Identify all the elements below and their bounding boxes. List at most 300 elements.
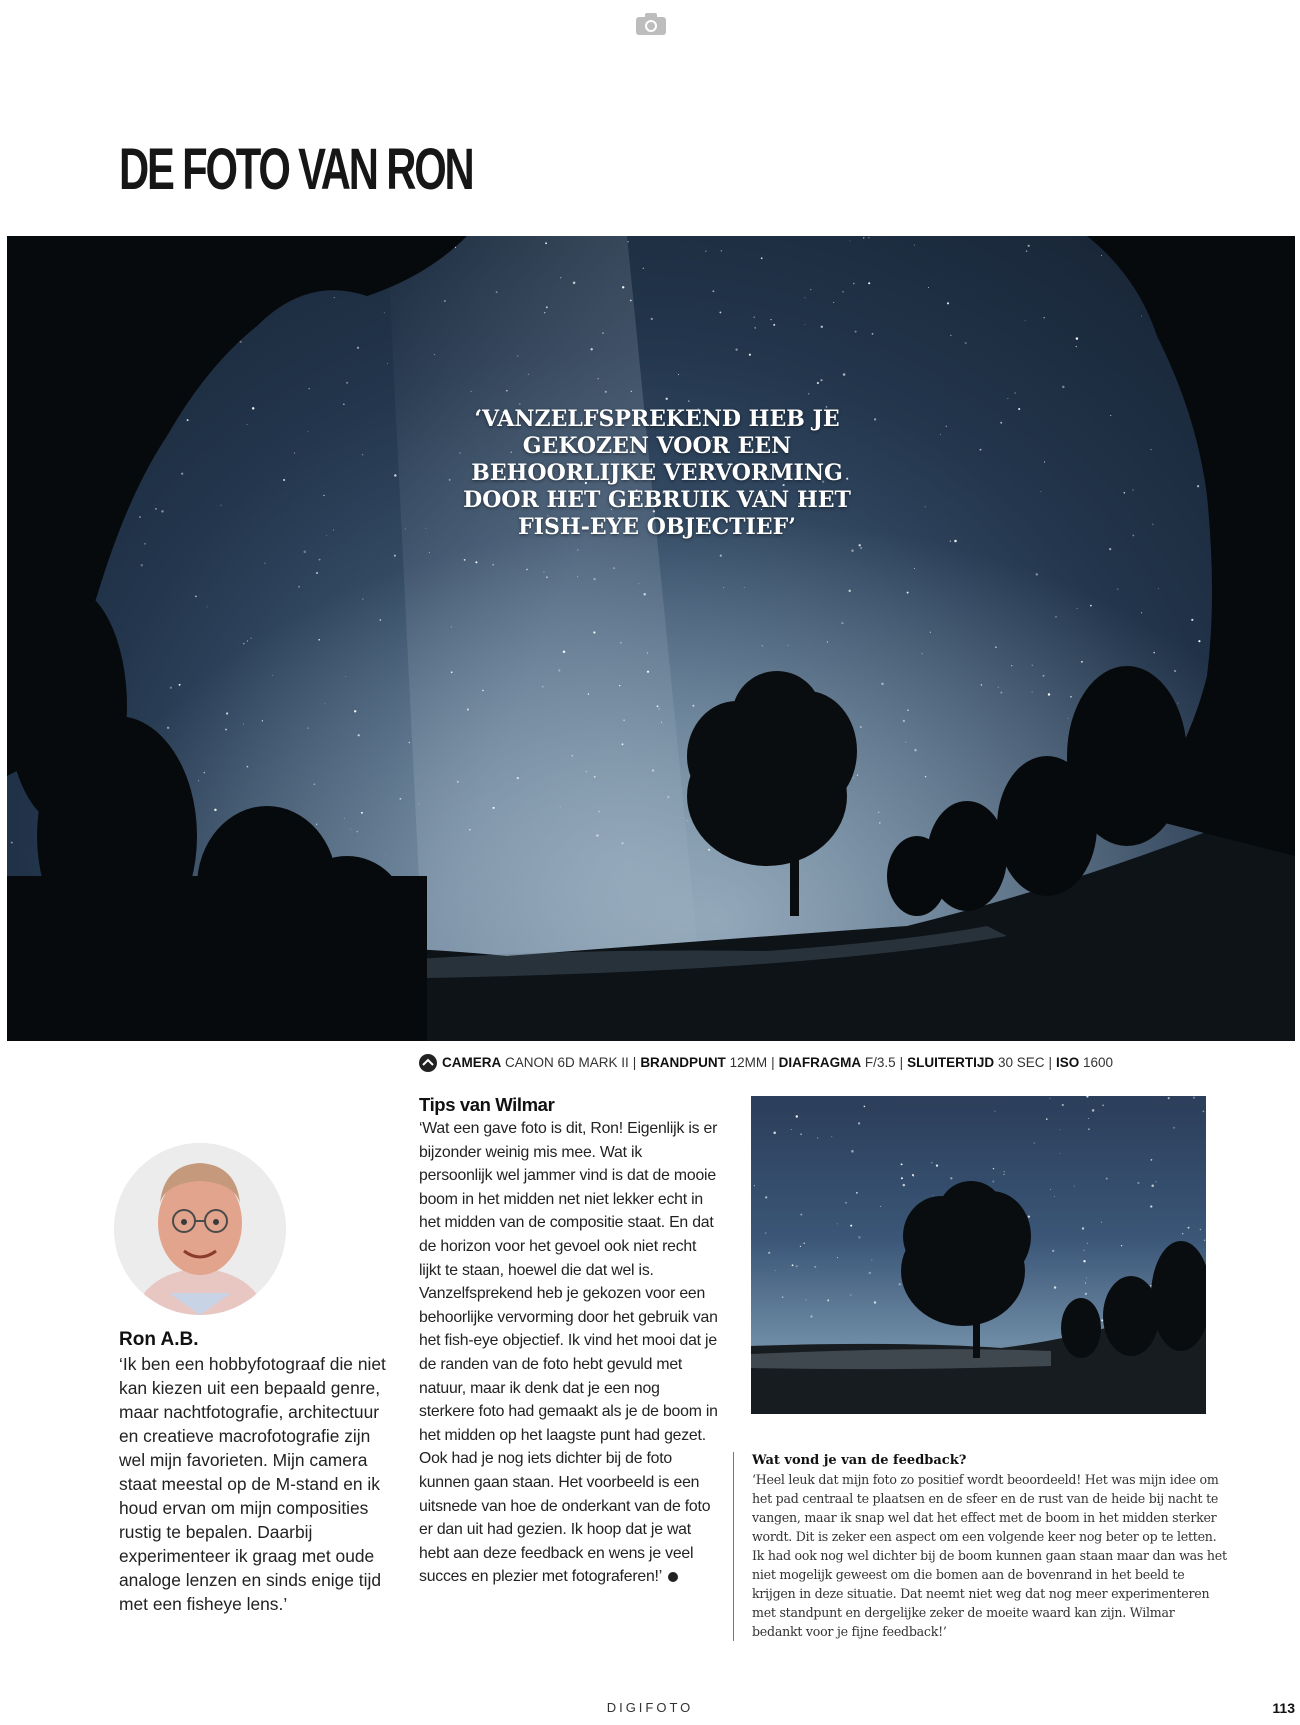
star [720, 555, 722, 557]
star [619, 685, 620, 686]
star [1028, 245, 1030, 247]
star [1081, 661, 1083, 663]
star [141, 564, 143, 566]
star [179, 684, 181, 686]
star [853, 283, 855, 285]
star [871, 1259, 872, 1260]
star [170, 687, 172, 689]
star [1193, 1097, 1195, 1099]
star [586, 771, 588, 773]
end-mark-icon [668, 1572, 678, 1582]
star [613, 567, 615, 569]
star [250, 638, 251, 639]
star [638, 583, 639, 584]
star [475, 561, 477, 563]
star [1004, 1171, 1005, 1172]
star [1101, 1222, 1102, 1223]
star [791, 1129, 792, 1130]
star [602, 332, 604, 334]
star [591, 348, 593, 350]
star [946, 426, 947, 427]
star [361, 812, 363, 814]
tips-title: Tips van Wilmar [419, 1094, 555, 1115]
feedback-body: ‘Heel leuk dat mijn foto zo positief wordt beoordeeld! Het was mijn idee om het pad centraal te plaatsen en de sfeer en de rust van de heide bij nacht te vangen, maar ik snap wel dat het effect met de boom in het midden sterker wordt. Dit is zeker een aspect om een volgende keer nog beter op te letten. Ik had ook nog wel dichter bij de boom kunnen gaan staan maar dan was het niet mogelijk geweest om die bomen aan de bovenrand in het beeld te krijgen in deze situatie. Dat neemt niet weg dat nog meer experimenteren met standpunt en dergelijke zeker de moeite waard kan zijn. Wilmar bedankt voor je fijne feedback!’ [752, 1472, 1227, 1639]
star [1040, 491, 1041, 492]
star [1174, 670, 1176, 672]
star [1168, 1097, 1170, 1099]
star [631, 391, 633, 393]
star [1155, 1181, 1156, 1182]
star [810, 1315, 812, 1317]
star [1088, 1118, 1089, 1119]
star [925, 776, 926, 777]
star [1110, 415, 1111, 416]
star [167, 727, 169, 729]
star [880, 1206, 881, 1207]
star [775, 1270, 776, 1271]
star [749, 354, 751, 356]
star [842, 291, 844, 293]
star [864, 1106, 866, 1108]
star [808, 393, 810, 395]
star [464, 559, 466, 561]
star [262, 720, 263, 721]
star [1082, 1227, 1084, 1229]
camera-circle-icon [419, 1054, 437, 1072]
star [1076, 346, 1077, 347]
star [1141, 612, 1142, 613]
star [1062, 1104, 1064, 1106]
star [933, 1195, 934, 1196]
exif-focal-label: BRANDPUNT [640, 1055, 726, 1070]
star [992, 1180, 994, 1182]
star [571, 755, 573, 757]
star [800, 1246, 801, 1247]
star [451, 626, 452, 627]
star [1124, 492, 1126, 494]
page-number: 113 [1272, 1700, 1295, 1716]
star [1101, 1319, 1103, 1321]
star [357, 347, 359, 349]
star [765, 1196, 767, 1198]
star [623, 719, 624, 720]
star [848, 590, 850, 592]
star [820, 379, 822, 381]
star [519, 403, 521, 405]
star [144, 543, 146, 545]
star [1086, 1096, 1088, 1098]
star [356, 831, 358, 833]
star [878, 812, 879, 813]
star [903, 1184, 905, 1186]
star [384, 312, 385, 313]
star [922, 653, 923, 654]
star [1102, 1104, 1104, 1106]
star [950, 1177, 952, 1179]
star [853, 777, 854, 778]
star [995, 646, 997, 648]
star [544, 312, 545, 313]
star [837, 1257, 838, 1258]
star [577, 576, 578, 577]
star [1092, 1109, 1095, 1112]
star [1043, 317, 1044, 318]
star [399, 798, 401, 800]
star [821, 326, 823, 328]
camera-icon [635, 12, 667, 36]
star [863, 237, 865, 239]
star [429, 552, 430, 553]
star [316, 572, 318, 574]
star [868, 237, 869, 238]
star [323, 495, 324, 496]
star [386, 855, 387, 856]
star [657, 705, 659, 707]
star [950, 335, 951, 336]
photographer-name: Ron A.B. [119, 1329, 199, 1350]
star [872, 333, 874, 335]
star [1141, 316, 1142, 317]
star [1011, 665, 1012, 666]
star [560, 277, 561, 278]
star [362, 598, 363, 599]
photographer-quote: ‘Ik ben een hobbyfotograaf die niet kan kiezen uit een bepaald genre, maar nachtfotografie, architectuur en creatieve macrofotografie zijn wel mijn favorieten. Mijn camera staat meestal op de M-stand en ik houd ervan om mijn composities rustig te bepalen. Daarbij experimenteer ik graag met oude analoge lenzen en sinds enige tijd met een fisheye lens.’ [119, 1354, 386, 1614]
star [1085, 1282, 1086, 1283]
star [543, 571, 544, 572]
star [796, 1265, 798, 1267]
star [517, 355, 519, 357]
exif-camera-label: CAMERA [442, 1055, 502, 1070]
star [993, 1168, 994, 1169]
star [593, 578, 595, 580]
star [528, 374, 530, 376]
star [542, 686, 544, 688]
star [316, 824, 317, 825]
star [247, 640, 248, 641]
star [1204, 1239, 1206, 1241]
star [905, 742, 906, 743]
star [526, 569, 527, 570]
star [907, 592, 909, 594]
star [1101, 255, 1102, 256]
star [1054, 1196, 1055, 1197]
star [198, 780, 199, 781]
star [1151, 1159, 1153, 1161]
star [214, 809, 217, 812]
star [444, 300, 446, 302]
star [770, 319, 771, 320]
star [294, 453, 295, 454]
exif-separator: | [771, 1055, 775, 1070]
star [1000, 692, 1002, 694]
star [851, 1150, 854, 1153]
star [1203, 1111, 1205, 1113]
star [965, 342, 967, 344]
star [161, 510, 164, 513]
star [308, 388, 309, 389]
star [721, 250, 722, 251]
star [622, 743, 624, 745]
cropped-example-photo [751, 1096, 1206, 1414]
star [753, 316, 754, 317]
star [723, 587, 724, 588]
star [1054, 1286, 1057, 1289]
star [605, 391, 607, 393]
star [782, 1296, 784, 1298]
tips-column [419, 1093, 719, 1589]
star [860, 547, 862, 549]
star [243, 643, 244, 644]
star [1059, 1129, 1060, 1130]
star [596, 834, 598, 836]
star [1137, 1182, 1139, 1184]
star [1015, 392, 1016, 393]
star [744, 587, 745, 588]
star [643, 268, 644, 269]
star [855, 331, 857, 333]
star [563, 650, 566, 653]
star [914, 568, 915, 569]
star [837, 1223, 838, 1224]
star [1088, 1128, 1090, 1130]
night-sky-scene [7, 236, 1295, 1041]
exif-separator: | [1048, 1055, 1052, 1070]
star [761, 257, 763, 259]
star [1074, 1186, 1075, 1187]
star [467, 708, 469, 710]
star [1076, 337, 1078, 339]
star [651, 318, 653, 320]
star [692, 705, 694, 707]
star [814, 1266, 816, 1268]
star [1197, 485, 1199, 487]
star [925, 506, 926, 507]
star [379, 619, 381, 621]
exif-aperture-label: DIAFRAGMA [778, 1055, 862, 1070]
star [754, 327, 756, 329]
star [394, 474, 396, 476]
star [800, 1133, 802, 1135]
star [858, 544, 860, 546]
exif-iso-value: 1600 [1083, 1055, 1114, 1070]
star [1132, 489, 1133, 490]
star [1048, 693, 1050, 695]
star [298, 586, 300, 588]
star [1007, 398, 1008, 399]
star [1077, 608, 1078, 609]
star [1070, 696, 1072, 698]
star [283, 479, 285, 481]
star [805, 1299, 806, 1300]
star [594, 776, 596, 778]
star [845, 1202, 846, 1203]
star [1109, 548, 1111, 550]
star [1087, 1243, 1088, 1244]
star [903, 720, 905, 722]
star [1046, 1118, 1047, 1119]
star [598, 811, 600, 813]
star [493, 807, 495, 809]
star [1158, 588, 1159, 589]
star [1060, 1153, 1061, 1154]
star [761, 645, 763, 647]
star [496, 291, 498, 293]
star [930, 632, 931, 633]
star [469, 829, 470, 830]
star [204, 772, 206, 774]
star [735, 348, 737, 350]
star [1200, 1229, 1201, 1230]
star [712, 290, 714, 292]
star [1198, 640, 1200, 642]
star [661, 722, 662, 723]
star [409, 742, 411, 744]
star [573, 282, 576, 285]
star [773, 1132, 776, 1135]
hero-photo [7, 236, 1295, 1041]
star [1150, 449, 1151, 450]
star [225, 729, 227, 731]
star [1032, 692, 1033, 693]
star [318, 639, 320, 641]
star [1182, 1233, 1183, 1234]
star [628, 241, 629, 242]
star [314, 783, 316, 785]
star [1188, 1227, 1190, 1229]
star [856, 1192, 858, 1194]
star [451, 671, 453, 673]
star [936, 1164, 938, 1166]
star [560, 806, 561, 807]
star [11, 842, 13, 844]
star [940, 434, 941, 435]
pull-quote: ‘VANZELFSPREKEND HEB JE GEKOZEN VOOR EEN BEHOORLIJKE VERVORMING DOOR HET GEBRUIK VAN HET FISH-EYE OBJECTIEF’ [463, 406, 851, 540]
star [593, 631, 595, 633]
star [1018, 408, 1020, 410]
star [914, 749, 917, 752]
star [850, 1225, 852, 1227]
star [901, 1163, 903, 1165]
star [588, 693, 589, 694]
star [1090, 605, 1092, 607]
star [666, 398, 668, 400]
star [1083, 1250, 1084, 1251]
star [1132, 534, 1134, 536]
star [643, 593, 646, 596]
star [1028, 1215, 1030, 1217]
exif-shutter-value: 30 SEC [997, 1055, 1045, 1070]
star [981, 684, 983, 686]
star [272, 675, 273, 676]
star [394, 555, 396, 557]
star [719, 311, 721, 313]
star [1036, 573, 1038, 575]
star [804, 1243, 805, 1244]
magazine-name: DIGIFOTO [606, 1700, 694, 1715]
exif-separator: | [632, 1055, 637, 1070]
star [843, 373, 846, 376]
star [768, 1252, 770, 1254]
star [1052, 1250, 1054, 1252]
star [754, 1185, 755, 1186]
star [841, 622, 843, 624]
star [912, 1174, 914, 1176]
star [354, 710, 356, 712]
star [1153, 652, 1154, 653]
star [857, 774, 858, 775]
star [220, 505, 221, 506]
star [773, 324, 775, 326]
star [1026, 250, 1028, 252]
star [705, 251, 706, 252]
star [187, 419, 189, 421]
star [947, 302, 949, 304]
star [252, 407, 254, 409]
star [810, 289, 812, 291]
exif-iso-label: ISO [1055, 1055, 1080, 1070]
star [1003, 1174, 1005, 1176]
star [858, 1122, 860, 1124]
star [901, 1177, 903, 1179]
star [181, 473, 183, 475]
star [787, 645, 788, 646]
star [577, 550, 578, 551]
star [1178, 702, 1179, 703]
star [858, 1236, 860, 1238]
star [387, 363, 388, 364]
tips-body [419, 1117, 719, 1589]
star [558, 669, 560, 671]
star [831, 1136, 832, 1137]
star [817, 382, 819, 384]
star [545, 242, 547, 244]
star [345, 676, 346, 677]
star [546, 306, 548, 308]
star [851, 550, 853, 552]
exif-camera-value: CANON 6D MARK II [505, 1055, 629, 1070]
star [1117, 588, 1118, 589]
star [155, 508, 157, 510]
star [950, 540, 951, 541]
star [796, 1115, 798, 1117]
star [1083, 1260, 1085, 1262]
star [879, 822, 880, 823]
star [1044, 461, 1045, 462]
star [827, 641, 828, 642]
avatar [114, 1143, 286, 1315]
star [139, 516, 141, 518]
exif-focal-value: 12MM [729, 1055, 768, 1070]
star [804, 324, 805, 325]
star [1025, 320, 1026, 321]
star [800, 1214, 802, 1216]
star [343, 404, 344, 405]
star [928, 287, 929, 288]
star [457, 781, 459, 783]
star [687, 820, 688, 821]
star [860, 726, 862, 728]
star [708, 849, 710, 851]
star [881, 683, 883, 685]
star [931, 1162, 932, 1163]
star [434, 354, 435, 355]
star [319, 559, 321, 561]
star [1067, 718, 1068, 719]
star [850, 1294, 851, 1295]
star [647, 652, 648, 653]
star [326, 535, 327, 536]
star [907, 709, 909, 711]
